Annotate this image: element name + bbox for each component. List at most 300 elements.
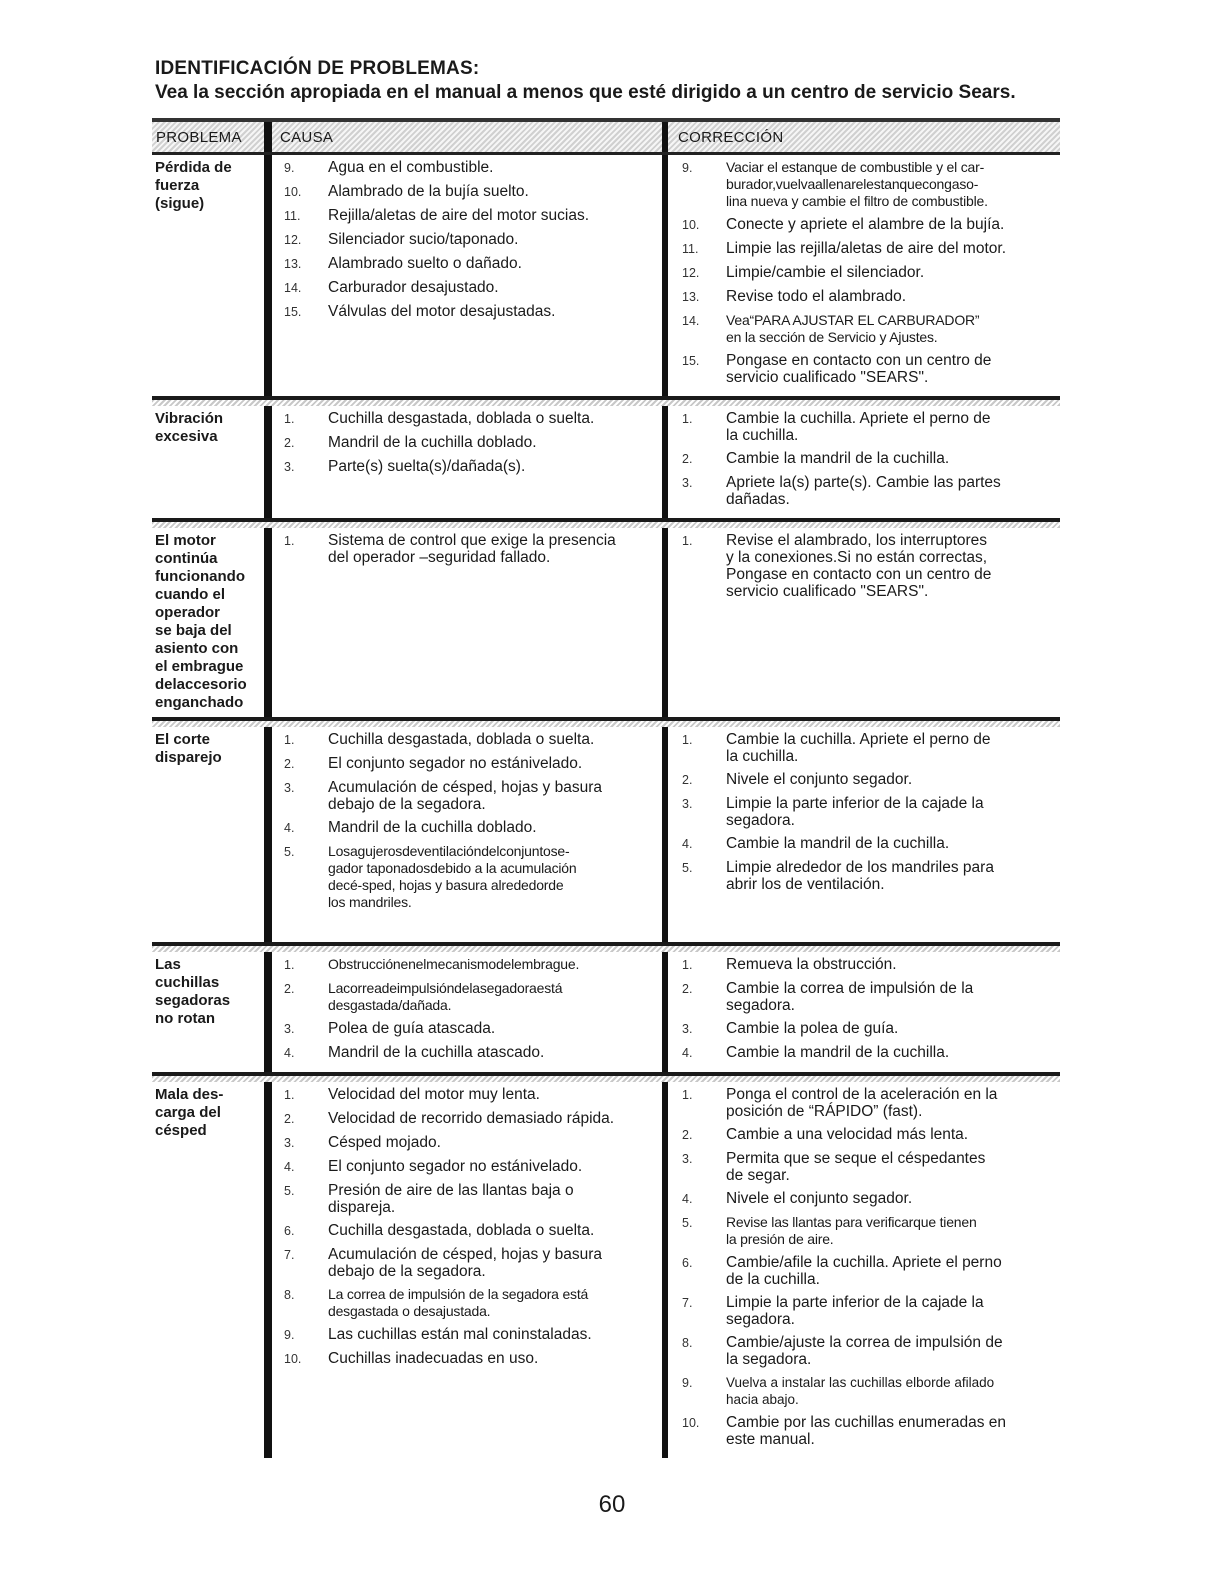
- cause-item: [284, 1044, 656, 1062]
- item-text-line: gador taponadosdebido a la acumulación: [328, 860, 577, 876]
- problem-line: fuerza: [155, 177, 200, 194]
- item-text-line: Vea“PARA AJUSTAR EL CARBURADOR”: [726, 312, 980, 328]
- item-number: 7.: [284, 1248, 295, 1262]
- item-text-line: Presión de aire de las llantas baja o: [328, 1182, 574, 1199]
- problem-section: [152, 946, 1060, 1076]
- problem-line: césped: [155, 1122, 207, 1139]
- item-number: 4.: [682, 1192, 693, 1206]
- cause-item: [284, 1286, 656, 1320]
- col-header-causa: CAUSA: [280, 129, 334, 146]
- problem-section: [152, 400, 1060, 522]
- item-text-line: dispareja.: [328, 1199, 396, 1216]
- problem-line: (sigue): [155, 195, 205, 212]
- correction-cell: [668, 1076, 1060, 1458]
- item-number: 10.: [682, 218, 700, 232]
- problem-line: funcionando: [155, 568, 245, 585]
- item-text-line: Cuchilla desgastada, doblada o suelta.: [328, 410, 595, 427]
- column-divider: [264, 400, 272, 518]
- cause-item: [284, 980, 656, 1014]
- item-number: 6.: [682, 1256, 693, 1270]
- correction-item: [682, 835, 1054, 853]
- item-text-line: la cuchilla.: [726, 427, 799, 444]
- problem-line: Vibración: [155, 410, 224, 427]
- item-number: 15.: [682, 354, 700, 368]
- cause-cell: [272, 946, 662, 1072]
- cause-item: [284, 843, 656, 911]
- item-text: [328, 255, 656, 273]
- correction-item: [682, 980, 1054, 1014]
- item-text: [726, 1126, 1054, 1144]
- item-text-line: Limpie la parte inferior de la cajade la: [726, 795, 984, 812]
- correction-item: [682, 312, 1054, 346]
- cause-item: [284, 1350, 656, 1368]
- item-number: 2.: [682, 982, 693, 996]
- item-text-line: Sistema de control que exige la presencia: [328, 532, 616, 549]
- problem-line: cuchillas: [155, 974, 220, 991]
- column-divider: [264, 946, 272, 1072]
- item-text: [726, 474, 1054, 508]
- section-separator: [152, 946, 1060, 952]
- problem-line: El corte: [155, 731, 211, 748]
- troubleshooting-table: [152, 118, 1060, 1458]
- item-text-line: Vuelva a instalar las cuchillas elborde afilado: [726, 1375, 995, 1390]
- item-text-line: Mandril de la cuchilla doblado.: [328, 434, 537, 451]
- cause-item: [284, 1326, 656, 1344]
- item-text: [726, 352, 1054, 386]
- item-text-line: segadora.: [726, 812, 795, 829]
- item-text-line: desgastada o desajustada.: [328, 1303, 491, 1319]
- problem-section: [152, 721, 1060, 946]
- correction-cell: [668, 946, 1060, 1072]
- problem-line: disparejo: [155, 749, 222, 766]
- item-text-line: Césped mojado.: [328, 1134, 441, 1151]
- item-text-line: este manual.: [726, 1431, 815, 1448]
- problem-line: asiento con: [155, 640, 239, 657]
- item-text: [726, 216, 1054, 234]
- item-number: 13.: [284, 257, 302, 271]
- problem-line: carga del: [155, 1104, 221, 1121]
- item-text: [328, 231, 656, 249]
- correction-item: [682, 771, 1054, 789]
- item-number: 1.: [682, 958, 693, 972]
- item-text-line: Cambie por las cuchillas enumeradas en: [726, 1414, 1007, 1431]
- item-number: 2.: [682, 1128, 693, 1142]
- item-text-line: Rejilla/aletas de aire del motor sucias.: [328, 207, 590, 224]
- item-text-line: hacia abajo.: [726, 1392, 799, 1407]
- item-text-line: Mandril de la cuchilla atascado.: [328, 1044, 545, 1061]
- correction-item: [682, 1126, 1054, 1144]
- problem-section: [152, 522, 1060, 721]
- problem-cell: [152, 522, 264, 717]
- item-text: [328, 956, 656, 974]
- item-text-line: Nivele el conjunto segador.: [726, 771, 913, 788]
- item-text: [726, 1150, 1054, 1184]
- correction-item: [682, 352, 1054, 386]
- item-text: [328, 755, 656, 773]
- item-text-line: Limpie/cambie el silenciador.: [726, 264, 925, 281]
- item-text-line: y la conexiones.Si no están correctas,: [726, 549, 988, 566]
- cause-item: [284, 532, 656, 566]
- item-text: [726, 1214, 1054, 1248]
- cause-item: [284, 1246, 656, 1280]
- item-text-line: Alambrado suelto o dañado.: [328, 255, 522, 272]
- item-text-line: Apriete la(s) parte(s). Cambie las partes: [726, 474, 1001, 491]
- correction-item: [682, 859, 1054, 893]
- cause-cell: [272, 522, 662, 717]
- item-text-line: Losagujerosdeventilacióndelconjuntose-: [328, 843, 570, 859]
- section-separator: [152, 522, 1060, 528]
- item-text-line: El conjunto segador no estánivelado.: [328, 1158, 583, 1175]
- item-text: [328, 1326, 656, 1344]
- item-text-line: Cuchillas inadecuadas en uso.: [328, 1350, 539, 1367]
- correction-item: [682, 264, 1054, 282]
- item-text: [328, 434, 656, 452]
- item-number: 4.: [284, 821, 295, 835]
- correction-item: [682, 474, 1054, 508]
- item-text: [726, 835, 1054, 853]
- cause-item: [284, 1222, 656, 1240]
- item-text-line: Revise el alambrado, los interruptores: [726, 532, 988, 549]
- problem-line: operador: [155, 604, 221, 621]
- column-divider: [264, 1076, 272, 1458]
- item-text-line: servicio cualificado "SEARS".: [726, 369, 929, 386]
- item-text-line: Cambie la cuchilla. Apriete el perno de: [726, 410, 991, 427]
- item-number: 7.: [682, 1296, 693, 1310]
- item-text: [726, 1414, 1054, 1448]
- problem-cell: [152, 400, 264, 518]
- problem-line: excesiva: [155, 428, 218, 445]
- item-number: 11.: [284, 209, 301, 223]
- item-text: [328, 1110, 656, 1128]
- item-text-line: lina nueva y cambie el filtro de combustible.: [726, 193, 988, 209]
- cause-item: [284, 1182, 656, 1216]
- table-header: [152, 118, 1060, 155]
- item-number: 10.: [682, 1416, 700, 1430]
- cause-item: [284, 434, 656, 452]
- item-text-line: Cambie/ajuste la correa de impulsión de: [726, 1334, 1003, 1351]
- item-number: 4.: [284, 1046, 295, 1060]
- item-text: [328, 779, 656, 813]
- item-text-line: Cuchilla desgastada, doblada o suelta.: [328, 731, 595, 748]
- item-text: [726, 795, 1054, 829]
- item-text-line: Vaciar el estanque de combustible y el car-: [726, 159, 985, 175]
- item-text-line: Polea de guía atascada.: [328, 1020, 496, 1037]
- problem-line: delaccesorio: [155, 676, 247, 693]
- item-number: 3.: [682, 1152, 693, 1166]
- item-text: [328, 532, 656, 566]
- problem-line: cuando el: [155, 586, 226, 603]
- item-number: 4.: [682, 1046, 693, 1060]
- correction-item: [682, 1414, 1054, 1448]
- item-number: 13.: [682, 290, 700, 304]
- item-text-line: segadora.: [726, 1311, 795, 1328]
- column-divider: [264, 721, 272, 942]
- correction-item: [682, 240, 1054, 258]
- page-subtitle: Vea la sección apropiada en el manual a menos que esté dirigido a un centro de servicio Sears.: [155, 82, 1016, 103]
- cause-item: [284, 458, 656, 476]
- item-text-line: Cambie la mandril de la cuchilla.: [726, 450, 950, 467]
- item-text-line: Pongase en contacto con un centro de: [726, 352, 992, 369]
- item-text: [726, 240, 1054, 258]
- cause-item: [284, 1086, 656, 1104]
- correction-item: [682, 795, 1054, 829]
- item-text-line: de segar.: [726, 1167, 790, 1184]
- correction-item: [682, 1044, 1054, 1062]
- item-text: [328, 1350, 656, 1368]
- section-separator: [152, 400, 1060, 406]
- item-text-line: Silenciador sucio/taponado.: [328, 231, 519, 248]
- item-text-line: Revise las llantas para verificarque tienen: [726, 1214, 977, 1230]
- item-number: 1.: [284, 1088, 295, 1102]
- item-text: [328, 819, 656, 837]
- item-text: [328, 980, 656, 1014]
- item-text: [726, 1334, 1054, 1368]
- item-text: [726, 450, 1054, 468]
- item-text-line: debajo de la segadora.: [328, 1263, 486, 1280]
- correction-cell: [668, 522, 1060, 717]
- cause-item: [284, 819, 656, 837]
- item-text: [726, 771, 1054, 789]
- item-number: 9.: [682, 161, 693, 175]
- item-text-line: de la cuchilla.: [726, 1271, 820, 1288]
- item-number: 15.: [284, 305, 302, 319]
- cause-item: [284, 183, 656, 201]
- cause-cell: [272, 155, 662, 396]
- item-number: 3.: [284, 1022, 295, 1036]
- problem-cell: [152, 946, 264, 1072]
- item-text-line: Válvulas del motor desajustadas.: [328, 303, 556, 320]
- item-number: 11.: [682, 242, 699, 256]
- item-text-line: El conjunto segador no estánivelado.: [328, 755, 583, 772]
- item-number: 2.: [682, 452, 693, 466]
- item-text-line: Velocidad de recorrido demasiado rápida.: [328, 1110, 615, 1127]
- item-number: 3.: [682, 476, 693, 490]
- item-text-line: decé-sped, hojas y basura alrededorde: [328, 877, 564, 893]
- correction-item: [682, 450, 1054, 468]
- item-number: 8.: [682, 1336, 693, 1350]
- cause-item: [284, 279, 656, 297]
- item-text-line: Nivele el conjunto segador.: [726, 1190, 913, 1207]
- col-header-problema: PROBLEMA: [156, 129, 242, 146]
- item-number: 2.: [284, 436, 295, 450]
- cause-item: [284, 255, 656, 273]
- item-text-line: Cambie la polea de guía.: [726, 1020, 899, 1037]
- item-number: 5.: [284, 1184, 295, 1198]
- cause-item: [284, 731, 656, 749]
- item-text-line: en la sección de Servicio y Ajustes.: [726, 329, 938, 345]
- item-number: 10.: [284, 185, 302, 199]
- item-text-line: debajo de la segadora.: [328, 796, 486, 813]
- item-number: 2.: [682, 773, 693, 787]
- section-separator: [152, 1076, 1060, 1082]
- item-text-line: la cuchilla.: [726, 748, 799, 765]
- correction-item: [682, 1020, 1054, 1038]
- item-text-line: Parte(s) suelta(s)/dañada(s).: [328, 458, 526, 475]
- item-text-line: dañadas.: [726, 491, 790, 508]
- item-text: [726, 731, 1054, 765]
- problem-line: el embrague: [155, 658, 244, 675]
- item-text-line: Velocidad del motor muy lenta.: [328, 1086, 540, 1103]
- item-number: 1.: [682, 1088, 693, 1102]
- item-text-line: Carburador desajustado.: [328, 279, 499, 296]
- item-text-line: Pongase en contacto con un centro de: [726, 566, 992, 583]
- item-text-line: Remueva la obstrucción.: [726, 956, 897, 973]
- item-text: [726, 1190, 1054, 1208]
- item-number: 2.: [284, 757, 295, 771]
- item-text: [328, 207, 656, 225]
- problem-section: [152, 155, 1060, 400]
- item-text-line: Agua en el combustible.: [328, 159, 494, 176]
- correction-item: [682, 956, 1054, 974]
- item-text-line: Ponga el control de la aceleración en la: [726, 1086, 998, 1103]
- item-text: [328, 843, 656, 911]
- item-number: 1.: [284, 733, 295, 747]
- correction-item: [682, 1374, 1054, 1408]
- correction-item: [682, 159, 1054, 210]
- item-text-line: Acumulación de césped, hojas y basura: [328, 1246, 602, 1263]
- item-text: [726, 288, 1054, 306]
- item-number: 9.: [284, 1328, 295, 1342]
- item-text-line: burador,vuelvaallenarelestanquecongaso-: [726, 176, 979, 192]
- item-number: 2.: [284, 982, 295, 996]
- page-number: 60: [598, 1491, 626, 1518]
- correction-item: [682, 1150, 1054, 1184]
- correction-item: [682, 1254, 1054, 1288]
- item-text: [328, 303, 656, 321]
- item-number: 6.: [284, 1224, 295, 1238]
- item-text: [328, 1246, 656, 1280]
- item-number: 14.: [682, 314, 700, 328]
- item-text-line: la segadora.: [726, 1351, 812, 1368]
- item-text-line: Cambie/afile la cuchilla. Apriete el perno: [726, 1254, 1002, 1271]
- item-text: [328, 1134, 656, 1152]
- correction-item: [682, 1334, 1054, 1368]
- item-text-line: Lacorreadeimpulsióndelasegadoraestá: [328, 980, 563, 996]
- col-header-correccion: CORRECCIÓN: [678, 129, 784, 146]
- item-text-line: Conecte y apriete el alambre de la bujía.: [726, 216, 1005, 233]
- item-text-line: Cambie la mandril de la cuchilla.: [726, 1044, 950, 1061]
- item-text-line: abrir los de ventilación.: [726, 876, 885, 893]
- item-text: [726, 1374, 1054, 1408]
- item-text: [726, 1020, 1054, 1038]
- item-text-line: Acumulación de césped, hojas y basura: [328, 779, 602, 796]
- item-text: [726, 312, 1054, 346]
- problem-cell: [152, 1076, 264, 1458]
- column-divider: [264, 155, 272, 396]
- cause-item: [284, 956, 656, 974]
- item-text-line: posición de “RÁPIDO” (fast).: [726, 1103, 923, 1120]
- item-text: [726, 1044, 1054, 1062]
- item-text: [328, 1086, 656, 1104]
- item-number: 3.: [284, 460, 295, 474]
- item-text-line: La correa de impulsión de la segadora está: [328, 1286, 589, 1302]
- item-number: 3.: [682, 797, 693, 811]
- correction-cell: [668, 721, 1060, 942]
- item-text-line: Las cuchillas están mal coninstaladas.: [328, 1326, 592, 1343]
- item-text: [328, 1044, 656, 1062]
- correction-item: [682, 410, 1054, 444]
- item-text-line: Permita que se seque el céspedantes: [726, 1150, 986, 1167]
- item-text: [726, 1254, 1054, 1288]
- correction-item: [682, 288, 1054, 306]
- item-text: [328, 1222, 656, 1240]
- cause-item: [284, 303, 656, 321]
- item-number: 8.: [284, 1288, 295, 1302]
- item-text: [328, 458, 656, 476]
- item-text: [726, 980, 1054, 1014]
- problem-line: se baja del: [155, 622, 232, 639]
- item-text: [328, 1158, 656, 1176]
- item-text-line: Mandril de la cuchilla doblado.: [328, 819, 537, 836]
- item-text: [726, 859, 1054, 893]
- correction-item: [682, 216, 1054, 234]
- problem-line: El motor: [155, 532, 216, 549]
- item-text-line: Cambie la cuchilla. Apriete el perno de: [726, 731, 991, 748]
- cause-item: [284, 207, 656, 225]
- item-number: 4.: [284, 1160, 295, 1174]
- item-text-line: Cambie a una velocidad más lenta.: [726, 1126, 969, 1143]
- item-text-line: Revise todo el alambrado.: [726, 288, 907, 305]
- item-text: [726, 264, 1054, 282]
- item-text: [328, 1020, 656, 1038]
- item-text-line: los mandriles.: [328, 894, 412, 910]
- item-text: [726, 1294, 1054, 1328]
- correction-item: [682, 1214, 1054, 1248]
- item-number: 1.: [682, 412, 693, 426]
- cause-cell: [272, 400, 662, 518]
- item-number: 1.: [682, 534, 693, 548]
- correction-cell: [668, 400, 1060, 518]
- item-text: [328, 731, 656, 749]
- item-text-line: segadora.: [726, 997, 795, 1014]
- item-text: [328, 279, 656, 297]
- item-text-line: Alambrado de la bujía suelto.: [328, 183, 529, 200]
- cause-item: [284, 159, 656, 177]
- problem-cell: [152, 155, 264, 396]
- item-text: [726, 1086, 1054, 1120]
- item-number: 3.: [682, 1022, 693, 1036]
- item-text: [726, 410, 1054, 444]
- item-text-line: del operador –seguridad fallado.: [328, 549, 551, 566]
- item-number: 5.: [682, 1216, 693, 1230]
- item-text-line: Cambie la correa de impulsión de la: [726, 980, 974, 997]
- column-divider: [264, 522, 272, 717]
- item-number: 1.: [284, 958, 295, 972]
- item-number: 12.: [284, 233, 302, 247]
- item-number: 12.: [682, 266, 700, 280]
- item-number: 5.: [682, 861, 693, 875]
- cause-item: [284, 755, 656, 773]
- problem-cell: [152, 721, 264, 942]
- item-number: 4.: [682, 837, 693, 851]
- correction-item: [682, 1190, 1054, 1208]
- item-number: 5.: [284, 845, 295, 859]
- item-text-line: la presión de aire.: [726, 1231, 834, 1247]
- item-text: [328, 159, 656, 177]
- cause-cell: [272, 1076, 662, 1458]
- item-number: 3.: [284, 1136, 295, 1150]
- correction-item: [682, 1086, 1054, 1120]
- item-number: 9.: [284, 161, 295, 175]
- item-number: 1.: [284, 534, 295, 548]
- problem-line: Mala des-: [155, 1086, 224, 1103]
- correction-item: [682, 731, 1054, 765]
- item-text: [328, 1286, 656, 1320]
- cause-item: [284, 410, 656, 428]
- item-number: 14.: [284, 281, 302, 295]
- table-body: [152, 155, 1060, 1458]
- problem-section: [152, 1076, 1060, 1458]
